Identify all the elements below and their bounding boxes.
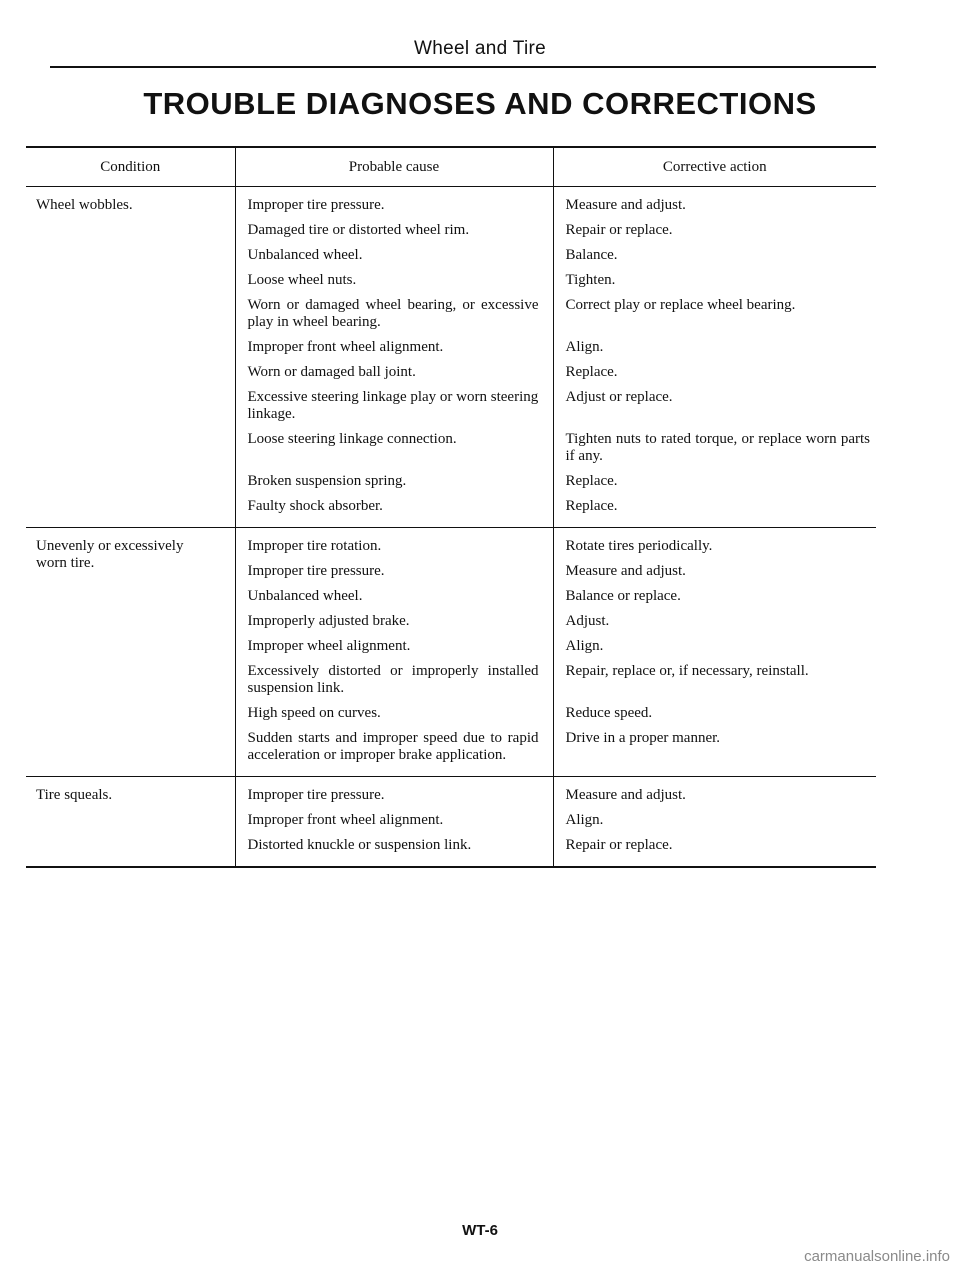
diagnosis-table	[26, 146, 876, 868]
corrective-action-cell	[553, 777, 876, 868]
action-item: Repair or replace.	[565, 837, 673, 853]
cause-item: Damaged tire or distorted wheel rim.	[247, 222, 470, 238]
action-item: Balance or replace.	[565, 588, 681, 604]
corrective-action-cell	[553, 528, 876, 777]
page-number: WT-6	[462, 1222, 498, 1239]
table-row	[26, 187, 876, 528]
condition-cell	[26, 528, 235, 777]
action-item: Replace.	[565, 364, 618, 380]
cause-item: Loose steering linkage connection.	[247, 431, 457, 447]
cause-item: Unbalanced wheel.	[247, 247, 363, 263]
cause-item: Unbalanced wheel.	[247, 588, 363, 604]
action-item: Measure and adjust.	[565, 787, 686, 803]
column-header-probable-cause: Probable cause	[235, 147, 553, 187]
action-item: Align.	[565, 339, 604, 355]
action-item: Rotate tires periodically.	[565, 538, 713, 554]
condition-text: Wheel wobbles.	[36, 197, 133, 213]
cause-item: Excessive steering linkage play or worn steering linkage.	[247, 389, 539, 422]
cause-item: Faulty shock absorber.	[247, 498, 383, 514]
cause-item: Improper front wheel alignment.	[247, 812, 444, 828]
table-row	[26, 777, 876, 868]
watermark: carmanualsonline.info	[804, 1248, 950, 1265]
cause-item: Loose wheel nuts.	[247, 272, 357, 288]
probable-cause-cell	[235, 187, 553, 528]
action-item: Tighten.	[565, 272, 616, 288]
cause-item: Excessively distorted or improperly installed suspension link.	[247, 663, 539, 696]
cause-item: Improper tire rotation.	[247, 538, 382, 554]
probable-cause-cell	[235, 777, 553, 868]
action-item: Measure and adjust.	[565, 563, 686, 579]
column-header-corrective-action: Corrective action	[553, 147, 876, 187]
cause-item: Broken suspension spring.	[247, 473, 407, 489]
cause-item: Improper wheel alignment.	[247, 638, 411, 654]
cause-item: Worn or damaged ball joint.	[247, 364, 416, 380]
table-row	[26, 528, 876, 777]
action-item: Adjust or replace.	[565, 389, 673, 405]
action-item: Replace.	[565, 498, 618, 514]
page-heading: TROUBLE DIAGNOSES AND CORRECTIONS	[143, 86, 817, 121]
cause-item: Improperly adjusted brake.	[247, 613, 410, 629]
action-item: Tighten nuts to rated torque, or replace worn parts if any.	[565, 431, 870, 464]
action-item: Reduce speed.	[565, 705, 653, 721]
action-item: Drive in a proper manner.	[565, 730, 721, 746]
action-item: Correct play or replace wheel bearing.	[565, 297, 796, 313]
condition-cell	[26, 777, 235, 868]
cause-item: Distorted knuckle or suspension link.	[247, 837, 472, 853]
action-item: Align.	[565, 812, 604, 828]
action-item: Measure and adjust.	[565, 197, 686, 213]
header-rule	[50, 66, 876, 68]
action-item: Balance.	[565, 247, 618, 263]
cause-item: Worn or damaged wheel bearing, or excessive play in wheel bearing.	[247, 297, 539, 330]
cause-item: Sudden starts and improper speed due to rapid acceleration or improper brake application.	[247, 730, 539, 763]
condition-text: Tire squeals.	[36, 787, 113, 803]
action-item: Adjust.	[565, 613, 610, 629]
section-title: Wheel and Tire	[414, 38, 546, 59]
cause-item: Improper tire pressure.	[247, 787, 385, 803]
cause-item: High speed on curves.	[247, 705, 381, 721]
cause-item: Improper front wheel alignment.	[247, 339, 444, 355]
action-item: Repair, replace or, if necessary, reinstall.	[565, 663, 809, 679]
cause-item: Improper tire pressure.	[247, 197, 385, 213]
condition-cell	[26, 187, 235, 528]
action-item: Replace.	[565, 473, 618, 489]
action-item: Align.	[565, 638, 604, 654]
action-item: Repair or replace.	[565, 222, 673, 238]
condition-text: Unevenly or excessively worn tire.	[36, 538, 184, 571]
table-header-row	[26, 147, 876, 187]
corrective-action-cell	[553, 187, 876, 528]
column-header-condition: Condition	[26, 147, 235, 187]
cause-item: Improper tire pressure.	[247, 563, 385, 579]
probable-cause-cell	[235, 528, 553, 777]
